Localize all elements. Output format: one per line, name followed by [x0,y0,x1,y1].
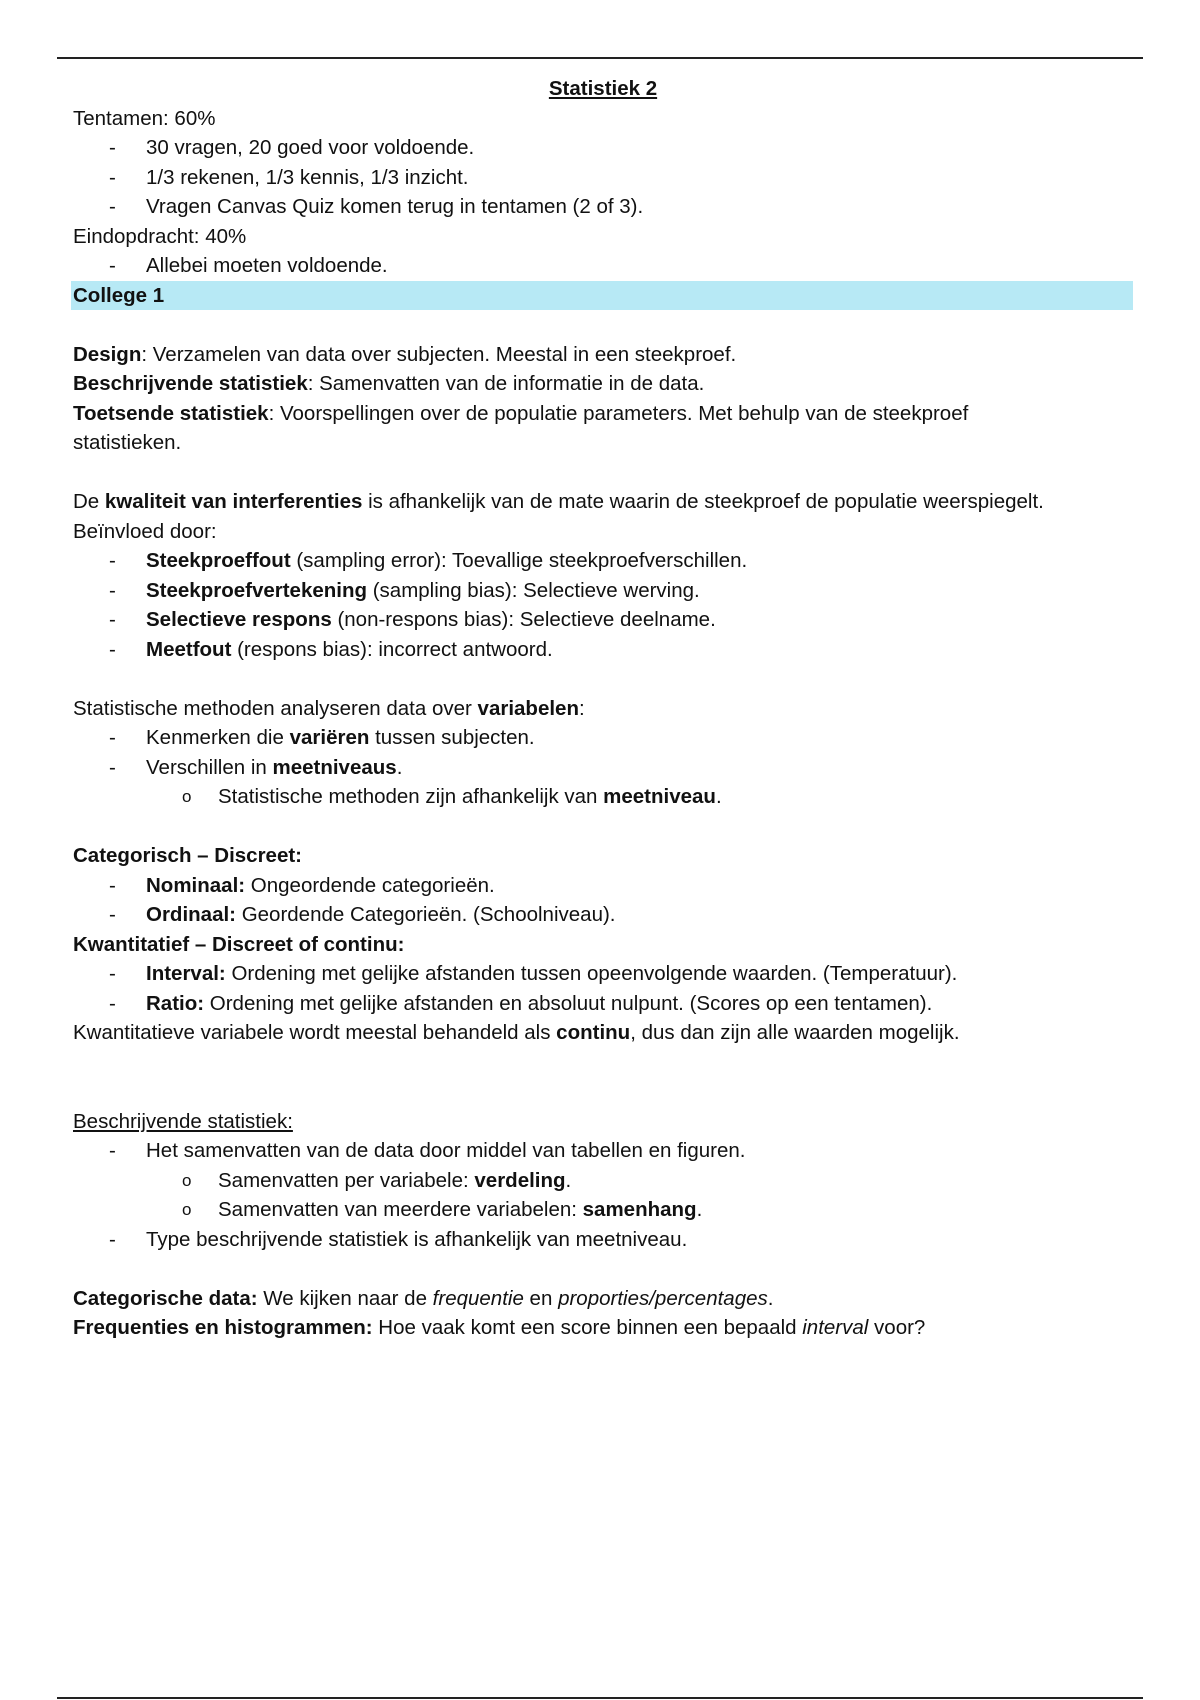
methods-paragraph: Statistische methoden analyseren data over variabelen: [73,696,585,720]
definition-inferential: Toetsende statistiek: Voorspellingen over de populatie parameters. Met behulp van de steekproef [73,401,969,425]
sub-list-item: o Statistische methoden zijn afhankelijk van meetniveau. [73,782,1133,812]
list-item: - Verschillen in meetniveaus. [73,753,1133,783]
top-rule [57,57,1143,59]
sub-list-item: o Samenvatten per variabele: verdeling. [73,1166,1133,1196]
influenced-label: Beïnvloed door: [73,519,217,543]
list-item: - 30 vragen, 20 goed voor voldoende. [73,133,1133,163]
list-item: - Ratio: Ordening met gelijke afstanden en absoluut nulpunt. (Scores op een tentamen). [73,989,1133,1019]
list-item: - Nominaal: Ongeordende categorieën. [73,871,1133,901]
list-item: - Steekproeffout (sampling error): Toevallige steekproefverschillen. [73,546,1133,576]
definition-descriptive: Beschrijvende statistiek: Samenvatten van de informatie in de data. [73,372,705,395]
list-item: - Allebei moeten voldoende. [73,251,1133,281]
list-item: - Steekproefvertekening (sampling bias): Selectieve werving. [73,576,1133,606]
college-heading: College 1 [71,281,1133,311]
document-page [73,74,1133,1343]
definition-continuation: statistieken. [73,431,182,454]
list-item: - Type beschrijvende statistiek is afhankelijk van meetniveau. [73,1225,1133,1255]
exam-label: Tentamen: 60% [73,106,216,130]
page-title: Statistiek 2 [548,77,658,100]
bottom-rule [57,1697,1143,1699]
categorical-data-paragraph: Categorische data: We kijken naar de frequentie en proporties/percentages. [73,1286,774,1310]
definition-design: Design: Verzamelen van data over subjecten. Meestal in een steekproef. [73,342,737,366]
frequencies-paragraph: Frequenties en histogrammen: Hoe vaak komt een score binnen een bepaald interval voor? [73,1316,926,1339]
list-item: - Selectieve respons (non-respons bias): Selectieve deelname. [73,605,1133,635]
final-assignment-label: Eindopdracht: 40% [73,224,247,248]
list-item: - 1/3 rekenen, 1/3 kennis, 1/3 inzicht. [73,163,1133,193]
list-item: - Vragen Canvas Quiz komen terug in tentamen (2 of 3). [73,192,1133,222]
list-item: - Ordinaal: Geordende Categorieën. (Schoolniveau). [73,900,1133,930]
list-item: - Het samenvatten van de data door middel van tabellen en figuren. [73,1136,1133,1166]
descriptive-heading: Beschrijvende statistiek: [73,1109,293,1133]
list-item: - Meetfout (respons bias): incorrect antwoord. [73,635,1133,665]
list-item: - Interval: Ordening met gelijke afstanden tussen opeenvolgende waarden. (Temperatuur). [73,959,1133,989]
categorical-heading: Categorisch – Discreet: [73,844,303,867]
list-item: - Kenmerken die variëren tussen subjecten. [73,723,1133,753]
quantitative-note: Kwantitatieve variabele wordt meestal behandeld als continu, dus dan zijn alle waarden mogelijk. [73,1021,960,1044]
quality-paragraph: De kwaliteit van interferenties is afhankelijk van de mate waarin de steekproef de populatie weerspiegelt. [73,490,1044,513]
sub-list-item: o Samenvatten van meerdere variabelen: samenhang. [73,1195,1133,1225]
quantitative-heading: Kwantitatief – Discreet of continu: [73,932,405,956]
